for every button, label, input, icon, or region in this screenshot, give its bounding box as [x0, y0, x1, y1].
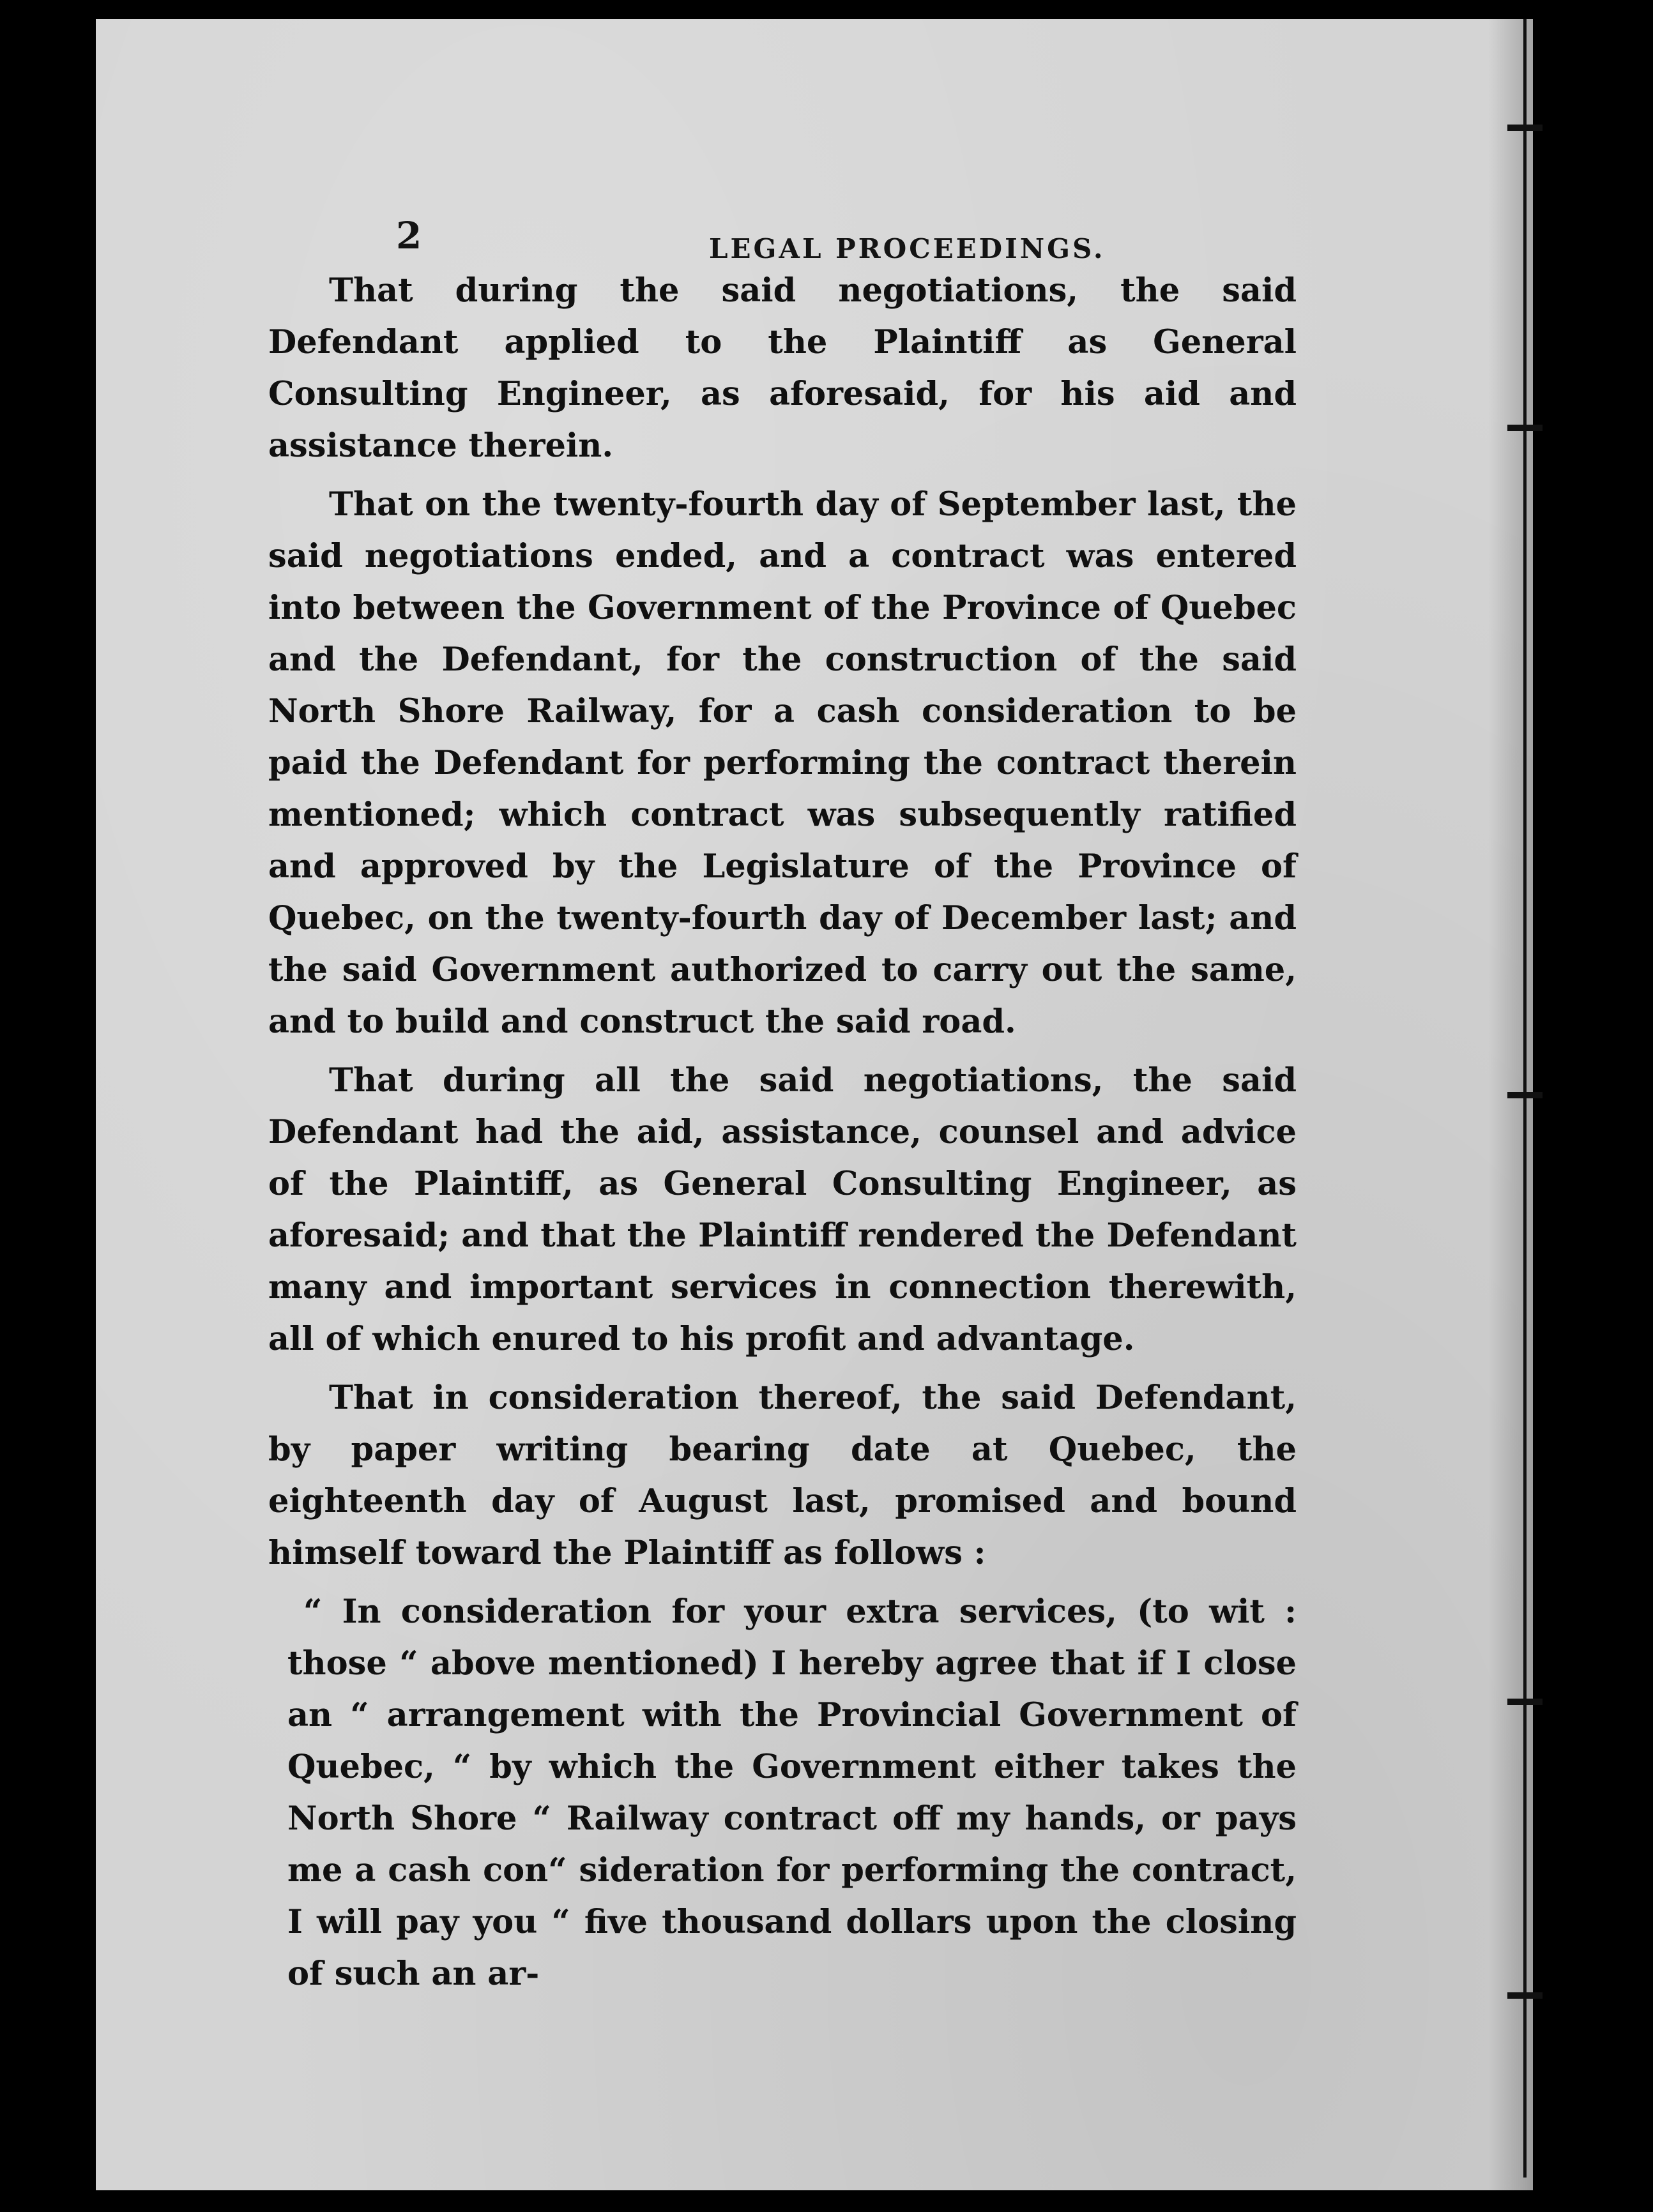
running-head: LEGAL PROCEEDINGS. — [709, 233, 1106, 264]
binding-stitch — [1507, 1699, 1543, 1705]
quoted-agreement: “ In consideration for your extra services, (to wit : those “ above mentioned) I hereby agree that if I close an “ arrangement with the Provincial Government of Quebec, “ by which the Government either takes the North Shore “ Railway contract off my hands, or pays me a cash con“ sideration for performing the contract, I will pay you “ five thousand dollars upon the closing of such an ar- — [287, 1593, 1297, 1993]
binding-thread — [1523, 19, 1527, 2178]
paragraph: That in consideration thereof, the said Defendant, by paper writing bearing date at Quebec, the eighteenth day of August last, promised and bound himself toward the Plaintiff as follows : — [268, 1379, 1297, 1572]
page-number: 2 — [396, 214, 422, 257]
binding-stitch — [1507, 425, 1543, 431]
paragraph: That during all the said negotiations, the said Defendant had the aid, assistance, counsel and advice of the Plaintiff, as General Consulting Engineer, as aforesaid; and that the Plaintiff rendered the Defendant many and important services in connection therewith, all of which enured to his profit and advantage. — [268, 1061, 1297, 1358]
body-text — [268, 265, 1297, 2000]
paragraph: That on the twenty-fourth day of September last, the said negotiations ended, and a contract was entered into between the Government of the Province of Quebec and the Defendant, for the construction of the said North Shore Railway, for a cash consideration to be paid the Defendant for performing the contract therein mentioned; which contract was subsequently ratified and approved by the Legislature of the Province of Quebec, on the twenty-fourth day of December last; and the said Government authorized to carry out the same, and to build and construct the said road. — [268, 485, 1297, 1041]
binding-stitch — [1507, 1992, 1543, 1999]
binding-stitch — [1507, 1092, 1543, 1098]
binding-stitch — [1507, 125, 1543, 131]
paragraph: That during the said negotiations, the said Defendant applied to the Plaintiff as General Consulting Engineer, as aforesaid, for his aid and assistance therein. — [268, 271, 1297, 465]
